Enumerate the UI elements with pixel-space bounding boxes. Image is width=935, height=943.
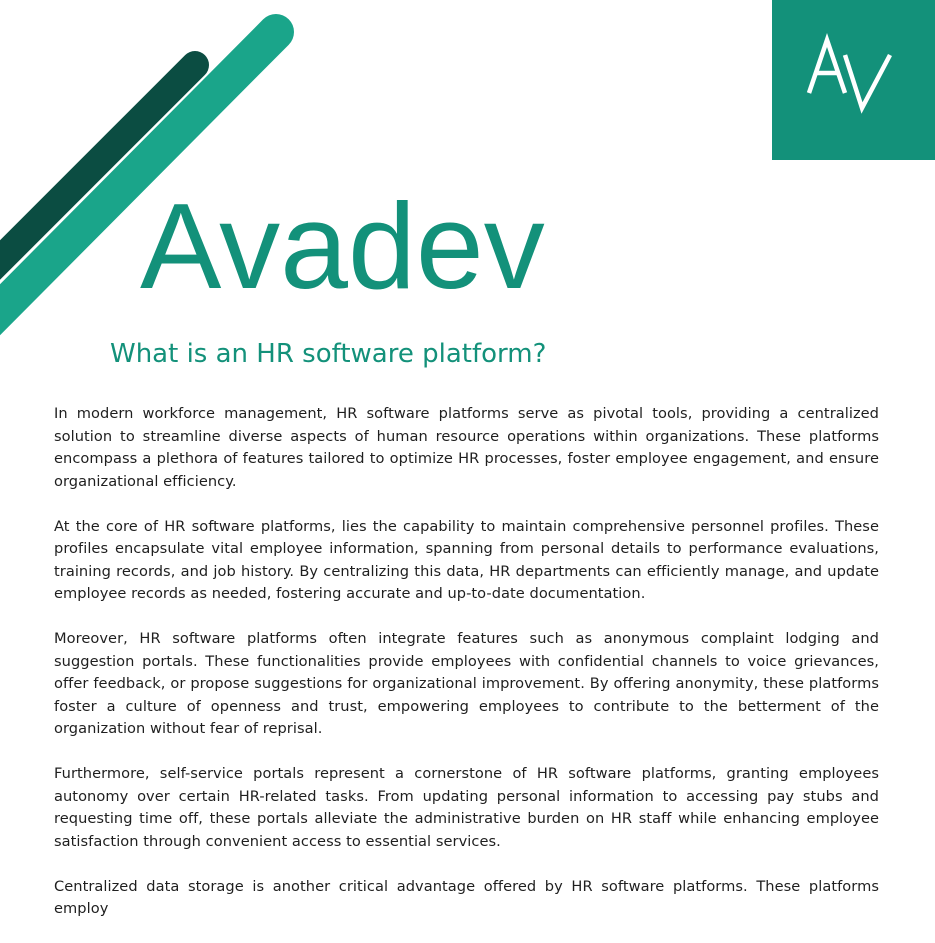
paragraph: At the core of HR software platforms, lies the capability to maintain comprehensive personnel profiles. These profiles encapsulate vital employee information, spanning from personal details to performance evaluations, training records, and job history. By centralizing this data, HR departments can efficiently manage, and update employee records as needed, fostering accurate and up-to-date documentation. — [54, 517, 879, 602]
brand-logo — [772, 0, 935, 160]
body-text — [54, 403, 879, 943]
section-heading: What is an HR software platform? — [110, 339, 547, 369]
paragraph: Furthermore, self-service portals represent a cornerstone of HR software platforms, granting employees autonomy over certain HR-related tasks. From updating personal information to accessing pay stubs and requesting time off, these portals alleviate the administrative burden on HR staff while enhancing employee satisfaction through convenient access to essential services. — [54, 765, 879, 850]
brand-title: Avadev — [140, 178, 545, 314]
paragraph: Moreover, HR software platforms often integrate features such as anonymous complaint lodging and suggestion portals. These functionalities provide employees with confidential channels to voice grievances, offer feedback, or propose suggestions for organizational improvement. By offering anonymity, these platforms foster a culture of openness and trust, empowering employees to contribute to the betterment of the organization without fear of reprisal. — [54, 630, 879, 737]
paragraph: Centralized data storage is another critical advantage offered by HR software platforms. These platforms employ — [54, 877, 879, 917]
logo-mark-icon — [772, 0, 935, 160]
paragraph: In modern workforce management, HR software platforms serve as pivotal tools, providing a centralized solution to streamline diverse aspects of human resource operations within organizations. These platforms encompass a plethora of features tailored to optimize HR processes, foster employee engagement, and ensure organizational efficiency. — [54, 405, 879, 490]
